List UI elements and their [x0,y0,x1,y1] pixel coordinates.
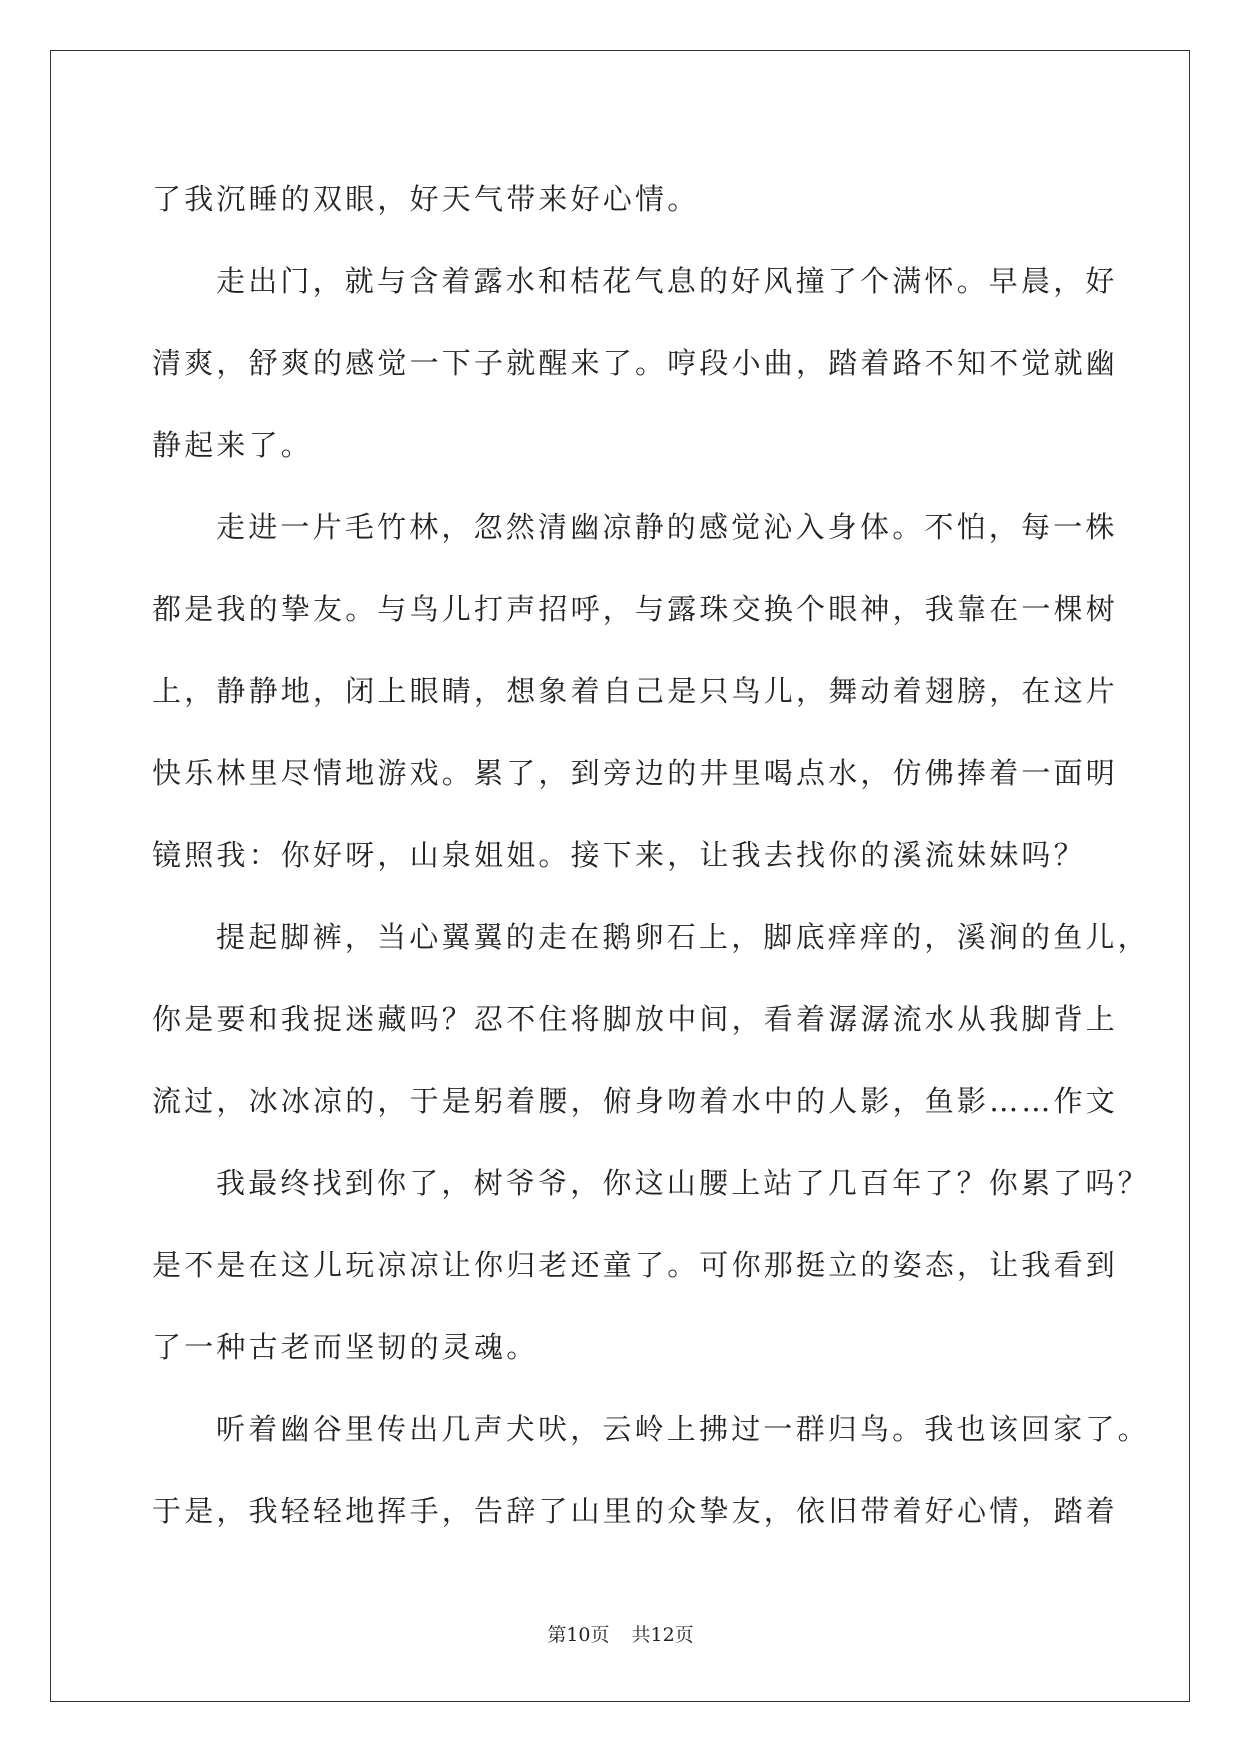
text-line: 听着幽谷里传出几声犬吠，云岭上拂过一群归鸟。我也该回家了。 [216,1412,1150,1446]
page-footer [0,1620,1241,1647]
text-line: 于是，我轻轻地挥手，告辞了山里的众挚友，依旧带着好心情，踏着 [152,1494,1119,1528]
text-line: 走出门，就与含着露水和桔花气息的好风撞了个满怀。早晨，好 [216,264,1118,298]
text-line: 镜照我：你好呀，山泉姐姐。接下来，让我去找你的溪流妹妹吗？ [152,838,1086,872]
paragraph [152,896,1150,1142]
page-total: 共12页 [631,1624,694,1646]
text-line: 你是要和我捉迷藏吗？忍不住将脚放中间，看着潺潺流水从我脚背上 [152,1002,1119,1036]
text-line: 流过，冰冰凉的，于是躬着腰，俯身吻着水中的人影，鱼影……作文 [152,1084,1119,1118]
text-line: 清爽，舒爽的感觉一下子就醒来了。哼段小曲，踏着路不知不觉就幽 [152,346,1119,380]
paragraph [152,1388,1150,1552]
text-line: 了我沉睡的双眼，好天气带来好心情。 [152,182,700,216]
paragraph [152,486,1119,896]
text-line: 走进一片毛竹林，忽然清幽凉静的感觉沁入身体。不怕，每一株 [216,510,1118,544]
paragraph [152,1142,1150,1388]
document-body [152,158,1150,1552]
paragraph [152,240,1119,486]
page-number: 第10页 [547,1624,610,1646]
text-line: 提起脚裤，当心翼翼的走在鹅卵石上，脚底痒痒的，溪涧的鱼儿， [216,920,1150,954]
text-line: 快乐林里尽情地游戏。累了，到旁边的井里喝点水，仿佛捧着一面明 [152,756,1119,790]
paragraph [152,158,1092,240]
text-line: 都是我的挚友。与鸟儿打声招呼，与露珠交换个眼神，我靠在一棵树 [152,592,1119,626]
text-line: 了一种古老而坚韧的灵魂。 [152,1330,539,1364]
text-line: 是不是在这儿玩凉凉让你归老还童了。可你那挺立的姿态，让我看到 [152,1248,1119,1282]
text-line: 我最终找到你了，树爷爷，你这山腰上站了几百年了？你累了吗？ [216,1166,1150,1200]
text-line: 静起来了。 [152,428,314,462]
text-line: 上，静静地，闭上眼睛，想象着自己是只鸟儿，舞动着翅膀，在这片 [152,674,1119,708]
